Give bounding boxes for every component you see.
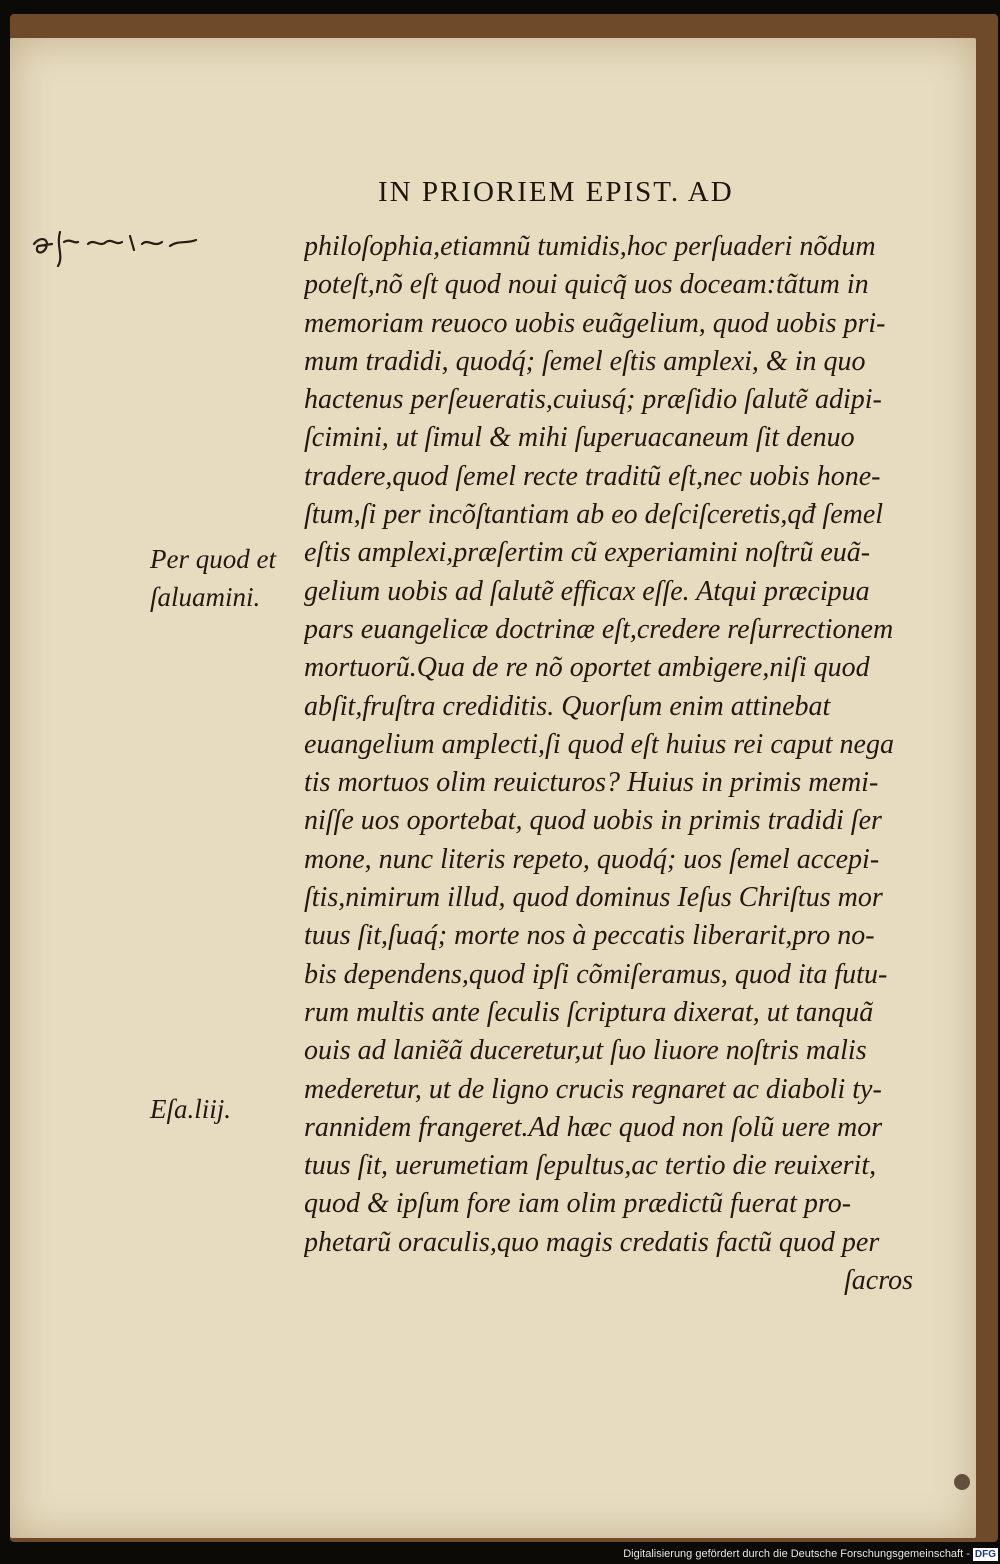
text-line: philoſophia,etiamnũ tumidis,hoc perſuaderi nõdum [304, 231, 876, 262]
text-line: tuus ſit, uerumetiam ſepultus,ac tertio die reuixerit, [304, 1150, 877, 1182]
text-line: tuus ſit,ſuaq́; morte nos à peccatis liberarit,pro no- [304, 920, 875, 952]
margin-note-line: Eſa.liij. [150, 1094, 231, 1124]
text-line: ouis ad laniẽã duceretur,ut ſuo liuore noſtris malis [304, 1035, 867, 1067]
margin-note-line: Per quod et [150, 544, 276, 574]
margin-note-line: ſaluamini. [150, 582, 261, 612]
text-line: ſcimini, ut ſimul & mihi ſuperuacaneum ſit denuo [304, 422, 855, 454]
text-line: tis mortuos olim reuicturos? Huius in primis memi- [304, 767, 879, 799]
text-line: mone, nunc literis repeto, quodq́; uos ſemel accepi- [304, 843, 880, 875]
catchword: ſacros [844, 1265, 913, 1297]
text-line: mortuorũ.Qua de re nõ oportet ambigere,niſi quod [304, 652, 870, 684]
text-line: abſit,fruſtra crediditis. Quorſum enim attinebat [304, 690, 831, 722]
text-line: memoriam reuoco uobis euãgelium, quod uobis pri- [304, 307, 886, 339]
text-line: mum tradidi, quodq́; ſemel eſtis amplexi, & in quo [304, 345, 866, 377]
body-text [304, 228, 944, 1300]
text-line: gelium uobis ad ſalutẽ efficax eſſe. Atqui præcipua [304, 575, 870, 607]
text-line: quod & ipſum fore iam olim prædictũ fuerat pro- [304, 1188, 852, 1220]
margin-note-per-quod [150, 540, 300, 616]
ink-stain [950, 1470, 974, 1494]
text-line: pars euangelicæ doctrinæ eſt,credere reſurrectionem [304, 613, 894, 645]
text-line: eſtis amplexi,præſertim cũ experiamini noſtrũ euã- [304, 537, 871, 569]
text-line: ſtis,nimirum illud, quod dominus Ieſus Chriſtus mor [304, 882, 883, 914]
text-line: ſtum,ſi per incõſtantiam ab eo deſciſceretis,qđ ſemel [304, 499, 884, 531]
text-line: tradere,quod ſemel recte traditũ eſt,nec uobis hone- [304, 460, 881, 492]
running-head: IN PRIORIEM EPIST. AD [378, 176, 734, 208]
text-line: mederetur, ut de ligno crucis regnaret ac diaboli ty- [304, 1073, 882, 1105]
text-line: poteſt,nõ eſt quod noui quicq̃ uos doceam:tãtum in [304, 269, 869, 301]
handwritten-annotation [30, 222, 200, 272]
text-line: niſſe uos oportebat, quod uobis in primis tradidi ſer [304, 805, 882, 837]
text-line: rannidem frangeret.Ad hæc quod non ſolũ uere mor [304, 1111, 883, 1143]
text-line: bis dependens,quod ipſi cõmiſeramus, quod ita futu- [304, 958, 888, 990]
text-line: rum multis ante ſeculis ſcriptura dixerat, ut tanquã [304, 996, 874, 1028]
dfg-logo: DFG [974, 1549, 996, 1560]
text-line: hactenus perſeueratis,cuiusq́; præſidio ſalutẽ adipi- [304, 384, 882, 416]
digitization-credit [600, 1546, 998, 1562]
text-line: phetarũ oraculis,quo magis credatis factũ quod per [304, 1226, 880, 1258]
margin-note-esa [150, 1090, 300, 1128]
text-line: euangelium amplecti,ſi quod eſt huius rei caput nega [304, 728, 894, 760]
credit-text: Digitalisierung gefördert durch die Deutsche Forschungsgemeinschaft - [623, 1548, 970, 1560]
